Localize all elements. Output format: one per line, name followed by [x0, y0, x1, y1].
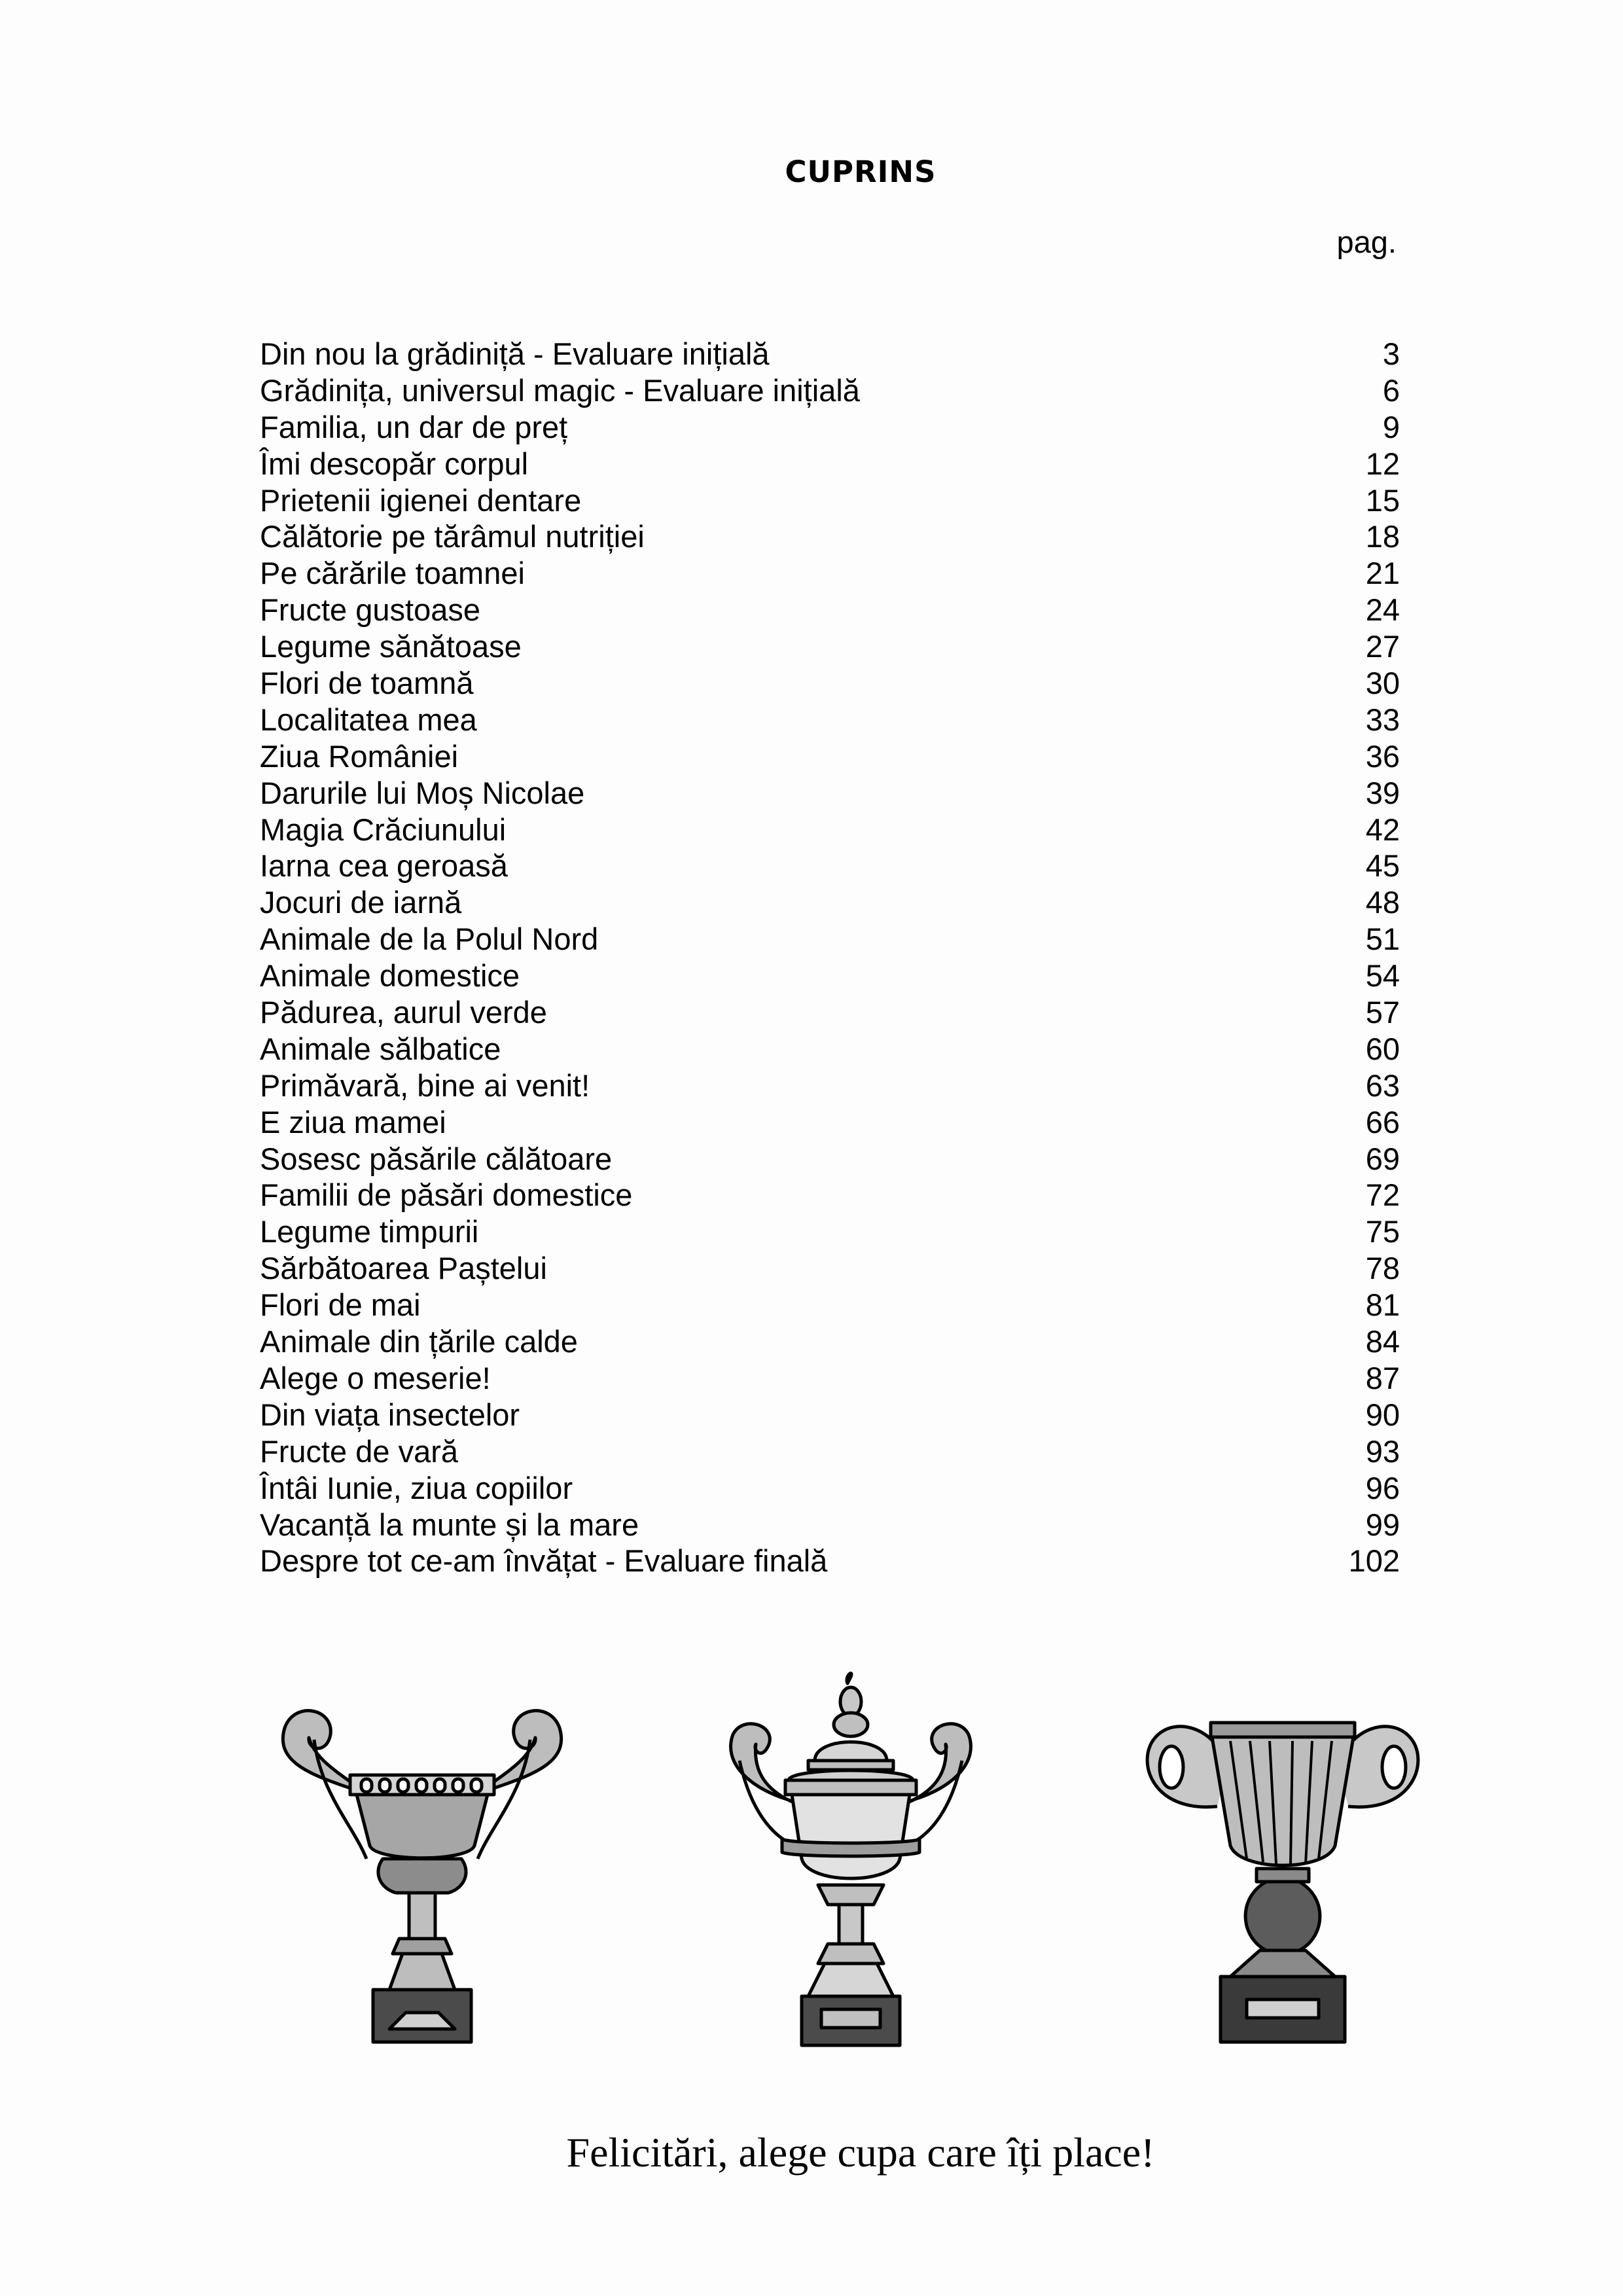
- toc-entry-page: 33: [1365, 702, 1400, 737]
- ornate-trophy-icon: [283, 1711, 561, 2042]
- toc-entry-title: Din viața insectelor: [260, 1397, 520, 1432]
- toc-entry: [260, 1287, 1400, 1323]
- toc-entry-page: 60: [1365, 1031, 1400, 1066]
- toc-entry: [260, 1470, 1400, 1507]
- toc-entry-page: 48: [1365, 885, 1400, 920]
- toc-entry-title: Legume sănătoase: [260, 629, 522, 664]
- trophies-illustration: [0, 1662, 1623, 2068]
- toc-entry-title: Flori de toamnă: [260, 666, 474, 701]
- toc-entry: [260, 958, 1400, 994]
- page-column-label: pag.: [1336, 224, 1397, 259]
- toc-entry: [260, 372, 1400, 409]
- toc-entry: [260, 994, 1400, 1031]
- toc-entry: [260, 1031, 1400, 1067]
- toc-entry-page: 51: [1365, 922, 1400, 957]
- toc-entry-page: 75: [1365, 1214, 1400, 1249]
- toc-entry-title: Familia, un dar de preț: [260, 409, 568, 444]
- toc-entry-page: 9: [1382, 409, 1400, 444]
- toc-entry-page: 6: [1382, 372, 1400, 408]
- toc-entry-page: 18: [1365, 519, 1400, 554]
- toc-entry-title: Sosesc păsările călătoare: [260, 1141, 613, 1176]
- toc-entry-page: 69: [1365, 1141, 1400, 1176]
- toc-entry-page: 15: [1365, 482, 1400, 518]
- fluted-trophy-icon: [1147, 1723, 1418, 2042]
- toc-entry-title: Flori de mai: [260, 1287, 421, 1323]
- toc-entry: [260, 1323, 1400, 1360]
- toc-entry-title: Animale de la Polul Nord: [260, 922, 599, 957]
- page-title: CUPRINS: [785, 154, 936, 189]
- table-of-contents: [260, 336, 1400, 1579]
- toc-entry-title: Fructe de vară: [260, 1433, 459, 1469]
- toc-entry-page: 66: [1365, 1104, 1400, 1139]
- toc-entry-page: 84: [1365, 1324, 1400, 1359]
- toc-entry-page: 102: [1348, 1543, 1400, 1579]
- toc-entry: [260, 1213, 1400, 1250]
- toc-entry-title: Ziua României: [260, 738, 459, 774]
- toc-entry-page: 42: [1365, 812, 1400, 847]
- toc-entry-title: Primăvară, bine ai venit!: [260, 1067, 590, 1103]
- toc-entry: [260, 518, 1400, 555]
- toc-entry: [260, 446, 1400, 482]
- toc-entry: [260, 738, 1400, 775]
- toc-entry: [260, 1360, 1400, 1397]
- congratulations-message: Felicitări, alege cupa care îți place!: [566, 2129, 1155, 2176]
- toc-entry-page: 90: [1365, 1397, 1400, 1432]
- toc-entry: [260, 592, 1400, 628]
- toc-entry-title: Legume timpurii: [260, 1214, 479, 1249]
- toc-entry-page: 54: [1365, 958, 1400, 994]
- toc-entry-title: Despre tot ce-am învățat - Evaluare finală: [260, 1543, 828, 1579]
- toc-entry-page: 39: [1365, 775, 1400, 810]
- toc-entry: [260, 848, 1400, 884]
- toc-entry: [260, 1177, 1400, 1213]
- toc-entry-title: Animale sălbatice: [260, 1031, 501, 1066]
- toc-entry-page: 24: [1365, 592, 1400, 628]
- toc-entry: [260, 884, 1400, 921]
- toc-entry-page: 78: [1365, 1251, 1400, 1286]
- toc-entry: [260, 1067, 1400, 1104]
- toc-entry: [260, 1433, 1400, 1470]
- toc-entry-title: Fructe gustoase: [260, 592, 481, 628]
- toc-entry: [260, 921, 1400, 958]
- toc-entry-page: 45: [1365, 848, 1400, 884]
- toc-entry: [260, 1507, 1400, 1543]
- toc-entry-title: Pe cărările toamnei: [260, 556, 525, 591]
- toc-entry-page: 27: [1365, 629, 1400, 664]
- toc-entry-title: Alege o meserie!: [260, 1360, 491, 1395]
- toc-entry-page: 93: [1365, 1433, 1400, 1469]
- toc-entry: [260, 1397, 1400, 1433]
- toc-entry: [260, 1250, 1400, 1287]
- toc-entry-title: Localitatea mea: [260, 702, 477, 737]
- toc-entry: [260, 1141, 1400, 1177]
- toc-entry-page: 21: [1365, 556, 1400, 591]
- toc-entry-title: E ziua mamei: [260, 1104, 446, 1139]
- toc-entry-page: 81: [1365, 1287, 1400, 1323]
- toc-entry-page: 63: [1365, 1067, 1400, 1103]
- toc-entry-page: 96: [1365, 1470, 1400, 1505]
- toc-entry-title: Prietenii igienei dentare: [260, 482, 582, 518]
- toc-entry-title: Sărbătoarea Paștelui: [260, 1251, 547, 1286]
- toc-entry-title: Întâi Iunie, ziua copiilor: [260, 1470, 573, 1505]
- toc-entry: [260, 1543, 1400, 1579]
- toc-entry-title: Călătorie pe tărâmul nutriției: [260, 519, 645, 554]
- toc-entry: [260, 555, 1400, 592]
- toc-entry-title: Grădinița, universul magic - Evaluare inițială: [260, 372, 860, 408]
- toc-entry-page: 99: [1365, 1507, 1400, 1542]
- toc-entry-title: Pădurea, aurul verde: [260, 995, 547, 1030]
- toc-entry-page: 30: [1365, 666, 1400, 701]
- lidded-trophy-icon: [731, 1674, 971, 2045]
- toc-entry-title: Darurile lui Moș Nicolae: [260, 775, 585, 810]
- toc-entry-title: Iarna cea geroasă: [260, 848, 508, 884]
- toc-entry: [260, 702, 1400, 738]
- toc-entry-page: 12: [1365, 446, 1400, 481]
- toc-entry: [260, 409, 1400, 446]
- toc-entry: [260, 628, 1400, 665]
- toc-entry-title: Animale din țările calde: [260, 1324, 578, 1359]
- toc-entry-title: Din nou la grădiniță - Evaluare inițială: [260, 336, 770, 371]
- toc-entry-page: 72: [1365, 1177, 1400, 1213]
- toc-entry: [260, 336, 1400, 372]
- toc-entry-title: Vacanță la munte și la mare: [260, 1507, 639, 1542]
- toc-entry: [260, 1104, 1400, 1141]
- toc-entry-page: 87: [1365, 1360, 1400, 1395]
- toc-entry-page: 36: [1365, 738, 1400, 774]
- toc-entry-title: Magia Crăciunului: [260, 812, 507, 847]
- toc-entry: [260, 812, 1400, 848]
- toc-entry-title: Animale domestice: [260, 958, 520, 994]
- toc-entry-page: 3: [1382, 336, 1400, 371]
- toc-entry: [260, 775, 1400, 812]
- toc-entry-title: Jocuri de iarnă: [260, 885, 462, 920]
- toc-entry: [260, 482, 1400, 519]
- toc-entry-page: 57: [1365, 995, 1400, 1030]
- toc-entry: [260, 665, 1400, 702]
- toc-entry-title: Îmi descopăr corpul: [260, 446, 529, 481]
- toc-entry-title: Familii de păsări domestice: [260, 1177, 633, 1213]
